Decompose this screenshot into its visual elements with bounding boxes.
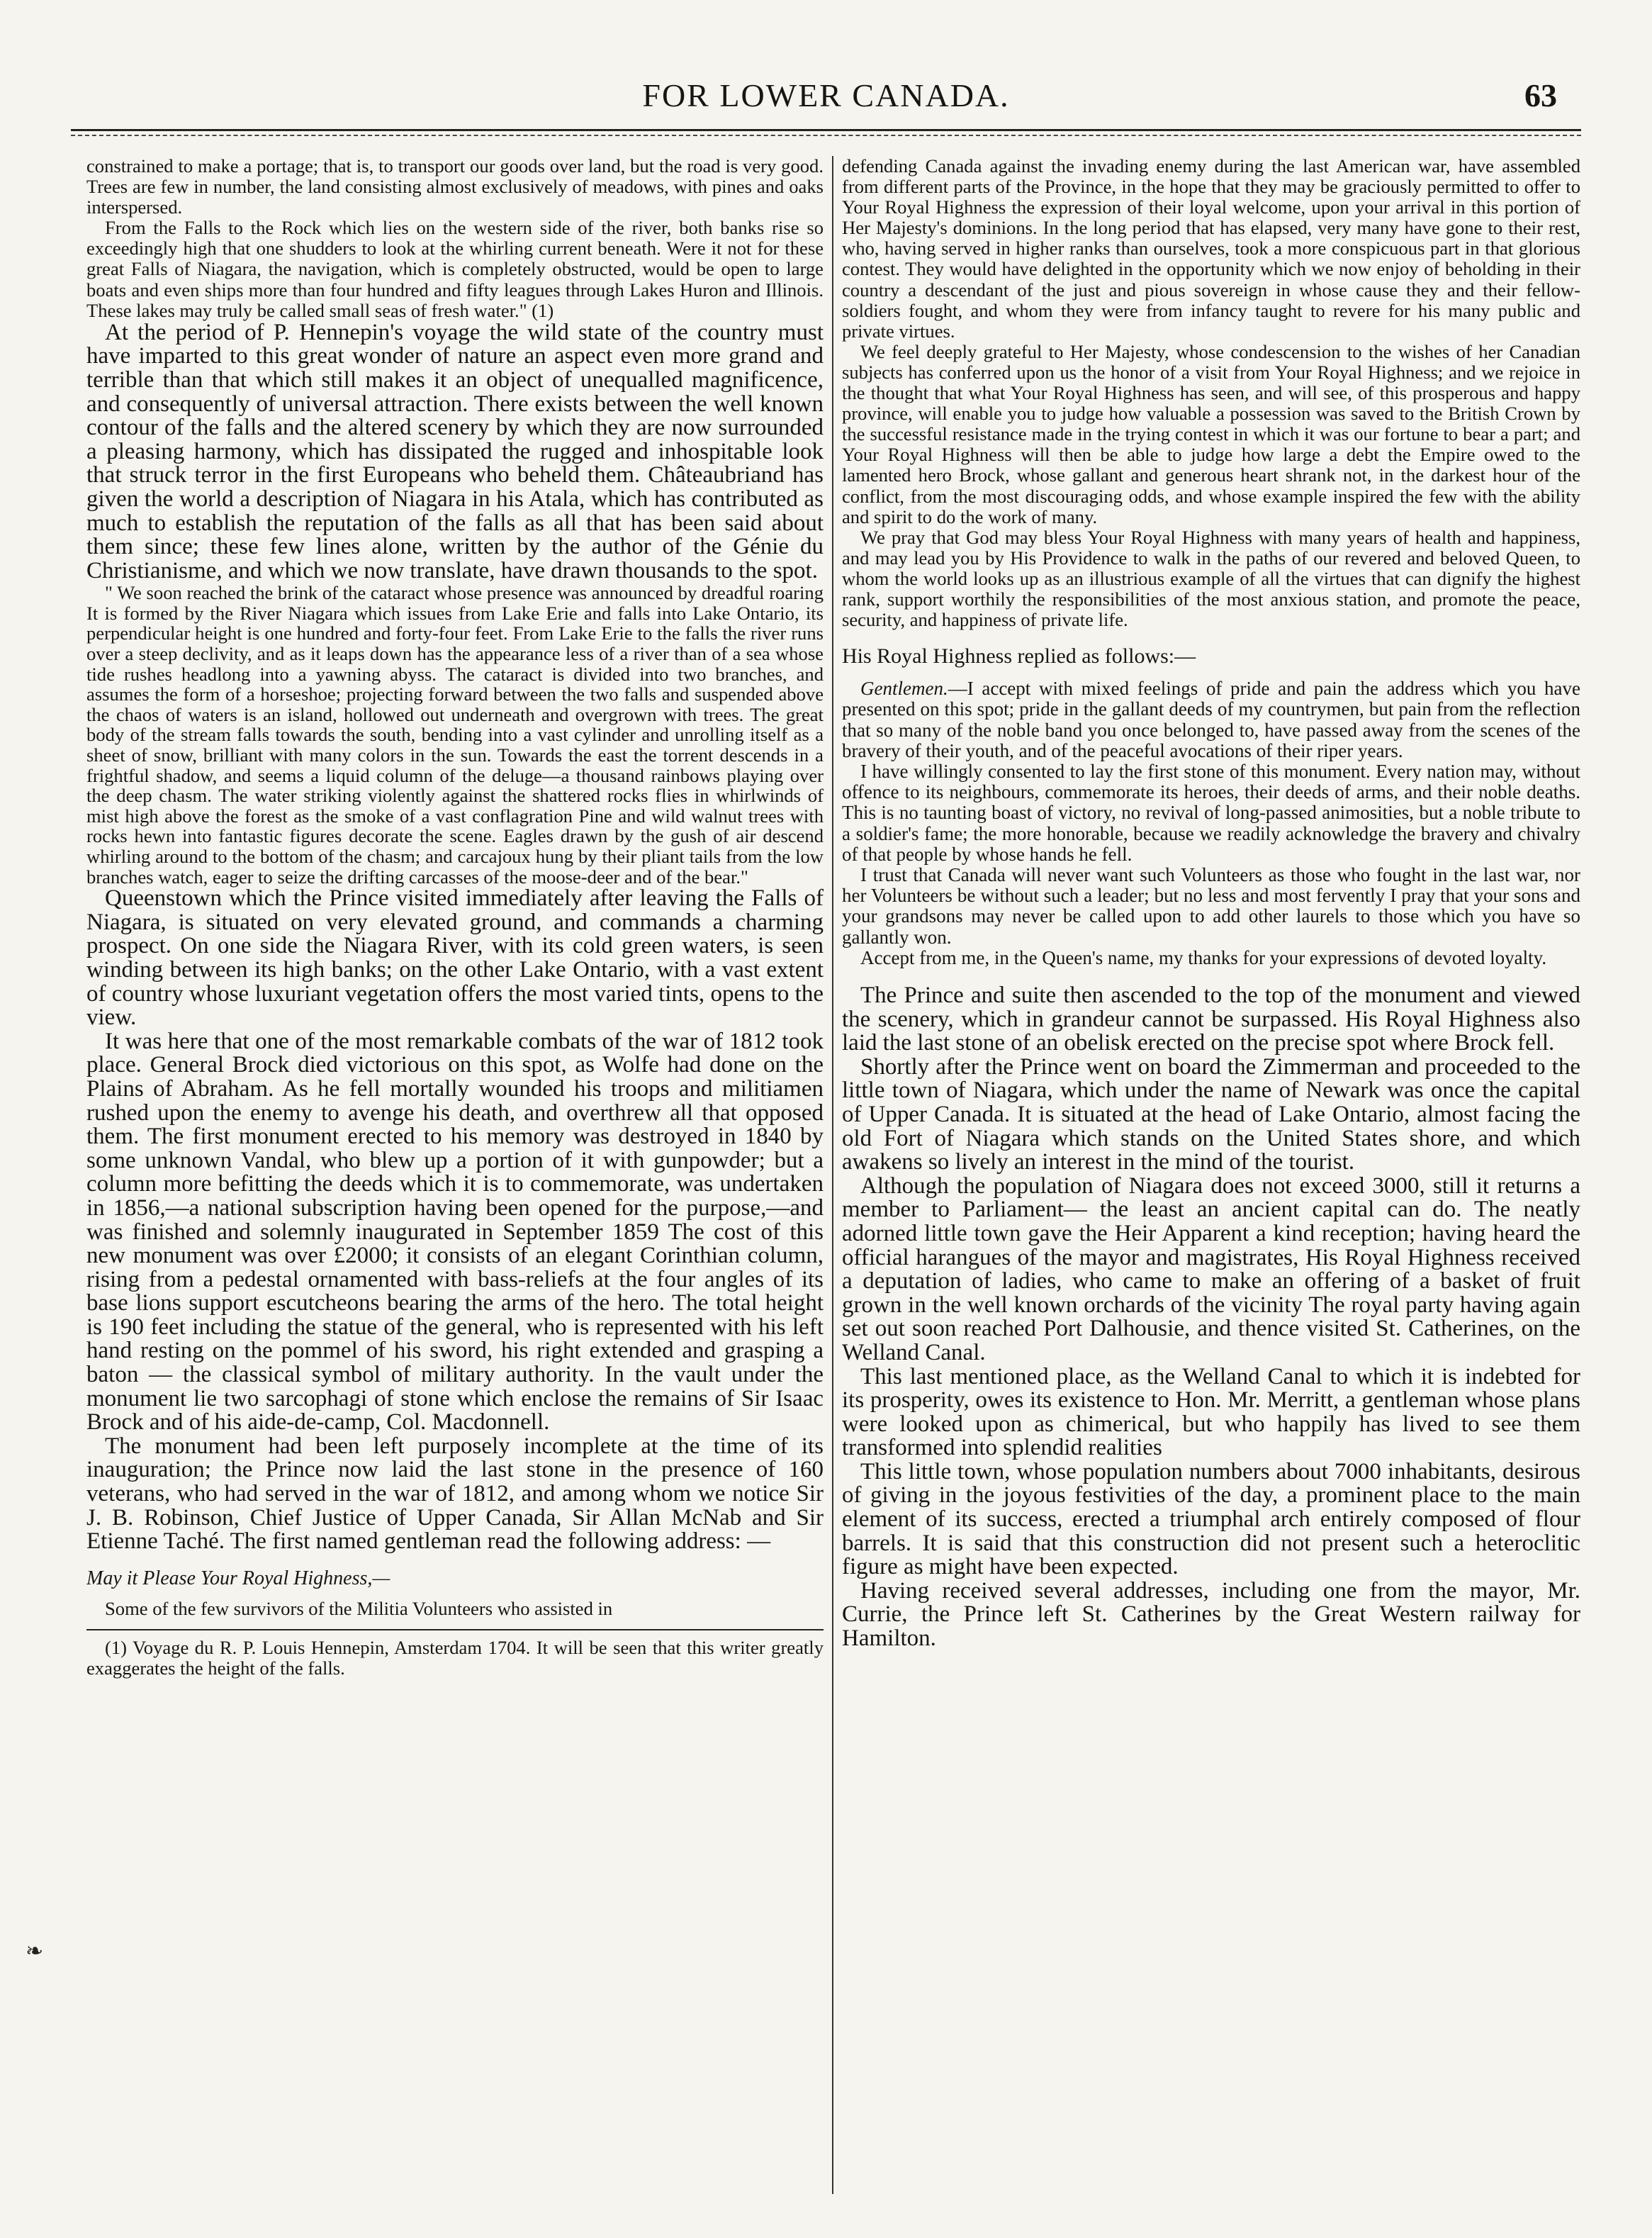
paragraph: We pray that God may bless Your Royal Highness with many years of health and happiness, and may lead you by His Providence to walk in the paths of our revered and beloved Queen, to whom the world looks up as an illustrious example of all the virtues that can dignify the highest rank, support worthily the responsibilities of the most anxious station, and promote the peace, security, and happiness of private life. <box>842 526 1580 631</box>
paragraph: From the Falls to the Rock which lies on the western side of the river, both banks rise so exceedingly high that one shudders to look at the whirling current beneath. Were it not for these great Falls of Niagara, the navigation, which is completely obstructed, would be open to large boats and even ships more than four hundred and fifty leagues through Lakes Huron and Illinois. These lakes may truly be called small seas of fresh water." (1) <box>86 217 824 321</box>
paragraph: constrained to make a portage; that is, to transport our goods over land, but the road is very good. Trees are few in number, the land consisting almost exclusively of meadows, with pines and oaks interspersed. <box>86 156 824 218</box>
paragraph: The Prince and suite then ascended to the top of the monument and viewed the scenery, which in grandeur cannot be surpassed. His Royal Highness also laid the last stone of an obelisk erected on the precise spot where Brock fell. <box>842 983 1580 1056</box>
running-title: FOR LOWER CANADA. <box>642 77 1010 113</box>
section-heading: His Royal Highness replied as follows:— <box>842 644 1196 668</box>
reply-paragraph <box>842 678 1580 761</box>
paragraph: Queenstown which the Prince visited immediately after leaving the Falls of Niagara, is situated on very elevated ground, and commands a charming prospect. On one side the Niagara River, with its cold green waters, is seen winding between its high banks; on the other Lake Ontario, with a vast extent of country whose luxuriant vegetation offers the most varied tints, opens to the view. <box>86 885 824 1031</box>
paragraph: defending Canada against the invading enemy during the last American war, have assembled from different parts of the Province, in the hope that they may be graciously permitted to offer to Your Royal Highness the expression of their loyal welcome, upon your arrival in this portion of Her Majesty's dominions. In the long period that has elapsed, very many have gone to their rest, who, having served in higher ranks than ourselves, took a more conspicuous part in that glorious contest. They would have delighted in the opportunity which we now enjoy of beholding in their country a descendant of the just and pious sovereign in whose cause they and their fellow-soldiers fought, and whom they were from infancy taught to revere for his many public and private virtues. <box>842 156 1580 342</box>
left-column <box>86 156 824 2194</box>
paragraph: Shortly after the Prince went on board the Zimmerman and proceeded to the little town of Niagara, which under the name of Newark was once the capital of Upper Canada. It is situated at the head of Lake Ontario, almost facing the old Fort of Niagara which stands on the United States shore, and which awakens so lively an interest in the mind of the tourist. <box>842 1053 1580 1175</box>
footnote: (1) Voyage du R. P. Louis Hennepin, Amsterdam 1704. It will be seen that this writer greatly exaggerates the height of the falls. <box>86 1637 824 1679</box>
paragraph: Some of the few survivors of the Militia Volunteers who assisted in <box>105 1597 613 1619</box>
reply-text: —I accept with mixed feelings of pride and pain the address which you have presented on this spot; pride in the gallant deeds of my countrymen, but pain from the reflection that so many of the noble band you once belonged to, have passed away from the scenes of the bravery of their youth, and of the peaceful avocations of their riper years. <box>842 678 1580 761</box>
page-number: 63 <box>1524 77 1557 113</box>
reply-paragraph: Accept from me, in the Queen's name, my thanks for your expressions of devoted loyalty. <box>860 946 1547 968</box>
paragraph: This last mentioned place, as the Welland Canal to which it is indebted for its prosperity, owes its existence to Hon. Mr. Merritt, a gentleman whose plans were looked upon as chimerical, but who happily has lived to see them transformed into splendid realities <box>842 1363 1580 1461</box>
address-salutation: May it Please Your Royal Highness,— <box>86 1567 390 1589</box>
header-rule-dashed <box>71 135 1581 136</box>
right-column <box>842 156 1580 2194</box>
reply-paragraph: I trust that Canada will never want such Volunteers as those who fought in the last war, nor her Volunteers be without such a leader; but no less and most fervently I pray that your sons and your grandsons may never be called upon to add other laurels to those which you have so gallantly won. <box>842 863 1580 948</box>
running-head <box>78 77 1574 119</box>
reply-paragraph: I have willingly consented to lay the first stone of this monument. Every nation may, without offence to its neighbours, commemorate its heroes, their deeds of arms, and their noble deaths. This is no taunting boast of victory, no revival of long-passed animosities, but a noble tribute to a soldier's fame; the more honorable, because we readily acknowledge the bravery and chivalry of that people by whose hands he fell. <box>842 760 1580 865</box>
spacer <box>842 968 1580 984</box>
paragraph: This little town, whose population numbers about 7000 inhabitants, desirous of giving in the joyous festivities of the day, a prominent place to the main element of its success, erected a triumphal arch entirely composed of flour barrels. It is said that this construction did not present such a heteroclitic figure as might have been expected. <box>842 1458 1580 1580</box>
paragraph: Although the population of Niagara does not exceed 3000, still it returns a member to Parliament— the least an ancient capital can do. The neatly adorned little town gave the Heir Apparent a kind reception; having heard the official harangues of the mayor and magistrates, His Royal Highness received a deputation of ladies, who came to make an offering of a basket of fruit grown in the well known orchards of the vicinity The royal party having again set out soon reached Port Dalhousie, and thence visited St. Catherines, on the Welland Canal. <box>842 1173 1580 1365</box>
margin-mark: ❧ <box>26 1940 44 1963</box>
footnote-rule <box>86 1629 824 1630</box>
paragraph: The monument had been left purposely incomplete at the time of its inauguration; the Prince now laid the last stone in the presence of 160 veterans, who had served in the war of 1812, and among whom we notice Sir J. B. Robinson, Chief Justice of Upper Canada, Sir Allan McNab and Sir Etienne Taché. The first named gentleman read the following address: — <box>86 1433 824 1555</box>
header-rule <box>71 129 1581 131</box>
column-divider <box>832 156 833 2194</box>
paragraph: It was here that one of the most remarkable combats of the war of 1812 took place. General Brock died victorious on this spot, as Wolfe had done on the Plains of Abraham. As he fell mortally wounded his troops and militiamen rushed upon the enemy to avenge his death, and overthrew all that opposed them. The first monument erected to his memory was destroyed in 1840 by some unknown Vandal, who blew up a portion of it with gunpowder; but a column more befitting the deeds which it is to commemorate, was undertaken in 1856,—a national subscription having been opened for the purpose,—and was finished and solemnly inaugurated in September 1859 The cost of this new monument was over £2000; it consists of an elegant Corinthian column, rising from a pedestal ornamented with bass-reliefs at the four angles of its base lions support escutcheons bearing the arms of the hero. The total height is 190 feet including the statue of the general, who is represented with his left hand resting on the pommel of his sword, his right extended and grasping a baton — the classical symbol of military authority. In the vault under the monument lie two sarcophagi of stone which enclose the remains of Sir Isaac Brock and of his aide-de-camp, Col. Macdonnell. <box>86 1028 824 1436</box>
paragraph: Having received several addresses, including one from the mayor, Mr. Currie, the Prince left St. Catherines by the Great Western railway for Hamilton. <box>842 1577 1580 1652</box>
reply-salutation: Gentlemen. <box>860 678 948 700</box>
quotation: " We soon reached the brink of the cataract whose presence was announced by dreadful roaring It is formed by the River Niagara which issues from Lake Erie and falls into Lake Ontario, its perpendicular height is one hundred and forty-four feet. From Lake Erie to the falls the river runs over a steep declivity, and as it leaps down has the appearance less of a river than of a sea whose tide rushes headlong into a yawning abyss. The cataract is divided into two branches, and assumes the form of a horseshoe; projecting forward between the two falls and suspended above the chaos of waters is an island, hollowed out underneath and overgrown with trees. The great body of the stream falls towards the south, bending into a vast cylinder and unrolling itself as a sheet of snow, brilliant with many colors in the sun. Towards the east the torrent descends in a frightful shadow, and seems a liquid column of the deluge—a thousand rainbows playing over the deep chasm. The water striking violently against the shattered rocks flies in whirlwinds of mist high above the forest as the smoke of a vast conflagration Pine and wild walnut trees with rocks hewn into fantastic figures decorate the scene. Eagles drawn by the gush of air descend whirling around to the bottom of the chasm; and carcajoux hung by their pliant tails from the low branches watch, eager to seize the drifting carcasses of the moose-deer and of the bear." <box>86 582 824 888</box>
paragraph: At the period of P. Hennepin's voyage the wild state of the country must have imparted to this great wonder of nature an aspect even more grand and terrible than that which still makes it an object of unequalled magnificence, and consequently of universal attraction. There exists between the well known contour of the falls and the altered scenery by which they are now surrounded a pleasing harmony, which has dissipated the rugged and inhospitable look that struck terror in the first Europeans who beheld them. Châteaubriand has given the world a description of Niagara in his Atala, which has contributed as much to establish the reputation of the falls as all that has been said about them since; these few lines alone, written by the author of the Génie du Christianisme, and which we now translate, have drawn thousands to the spot. <box>86 319 824 583</box>
paragraph: We feel deeply grateful to Her Majesty, whose condescension to the wishes of her Canadian subjects has conferred upon us the honor of a visit from Your Royal Highness; and we rejoice in the thought that what Your Royal Highness has seen, and will see, of this prosperous and happy province, will enable you to judge how valuable a possession was saved to the British Crown by the successful resistance made in the trying contest in which it was our fortune to bear a part; and Your Royal Highness will then be able to judge how large a debt the Empire owed to the lamented hero Brock, whose gallant and generous heart shrank not, in the darkest hour of the conflict, from the most discouraging odds, and whose example inspired the few with the ability and spirit to do the work of many. <box>842 340 1580 527</box>
